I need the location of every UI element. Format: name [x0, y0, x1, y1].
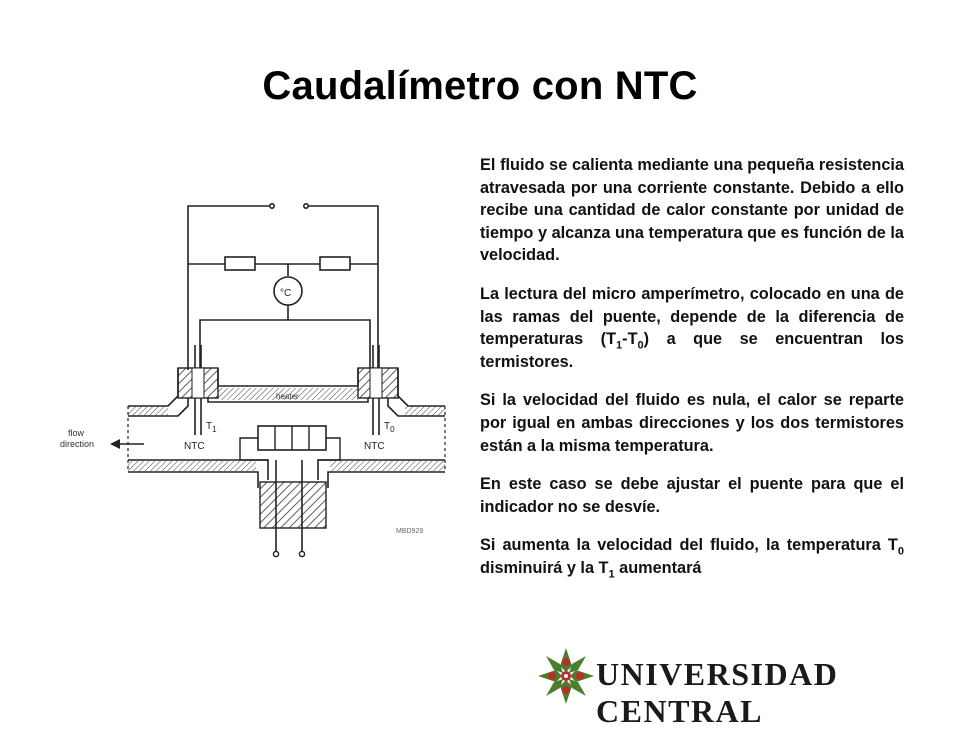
- lead-terminal-right: [299, 551, 304, 556]
- paragraph-1: El fluido se calienta mediante una pequeña resistencia atravesada por una corriente constante. Debido a ello recibe una cantidad de calor constante por unidad de tiempo y alcanza una temperatura que es función de la velocidad.: [480, 156, 904, 265]
- lead-terminal-left: [273, 551, 278, 556]
- t1-label: $T_1$: [206, 421, 217, 434]
- meter-symbol: °C: [280, 288, 292, 299]
- slide-title: Caudalímetro con NTC: [262, 64, 698, 108]
- figure-code: MBD929: [396, 528, 424, 535]
- university-name: UNIVERSIDAD CENTRAL: [596, 656, 839, 729]
- paragraph-4: En este caso se debe ajustar el puente para que el indicador no se desvíe.: [480, 475, 904, 516]
- switch-contact-left: [270, 204, 274, 208]
- flow-label-2: direction: [60, 439, 95, 449]
- flow-label-1: flow: [68, 428, 85, 438]
- paragraph-2: La lectura del micro amperímetro, colocado en una de las ramas del puente, depende de la diferencia de temperaturas $(T_1-T_0)$ a que se encuentran los termistores.: [480, 284, 904, 371]
- bridge-wire-lower: [200, 320, 370, 370]
- bridge-wire-top-right: [308, 206, 378, 370]
- heater-label: heater: [276, 392, 299, 401]
- ntc-right-label: NTC: [364, 441, 385, 452]
- ntc-flowmeter-diagram: [40, 140, 470, 580]
- resistor-right: [320, 257, 350, 270]
- ntc-left-label: NTC: [184, 441, 205, 452]
- resistor-left: [225, 257, 255, 270]
- paragraph-3: Si la velocidad del fluido es nula, el calor se reparte por igual en ambas direcciones y los dos termistores están a la misma temperatura.: [480, 391, 904, 455]
- description-panel: [480, 154, 904, 596]
- paragraph-5: Si aumenta la velocidad del fluido, la temperatura $T_0$ disminuirá y la $T_1$ aumentará: [480, 536, 904, 581]
- switch-contact-right: [304, 204, 308, 208]
- heater-base: [260, 482, 326, 528]
- flower-emblem-icon: [538, 648, 594, 704]
- flow-arrow-head: [110, 439, 120, 449]
- t0-label: $T_0$: [384, 421, 395, 434]
